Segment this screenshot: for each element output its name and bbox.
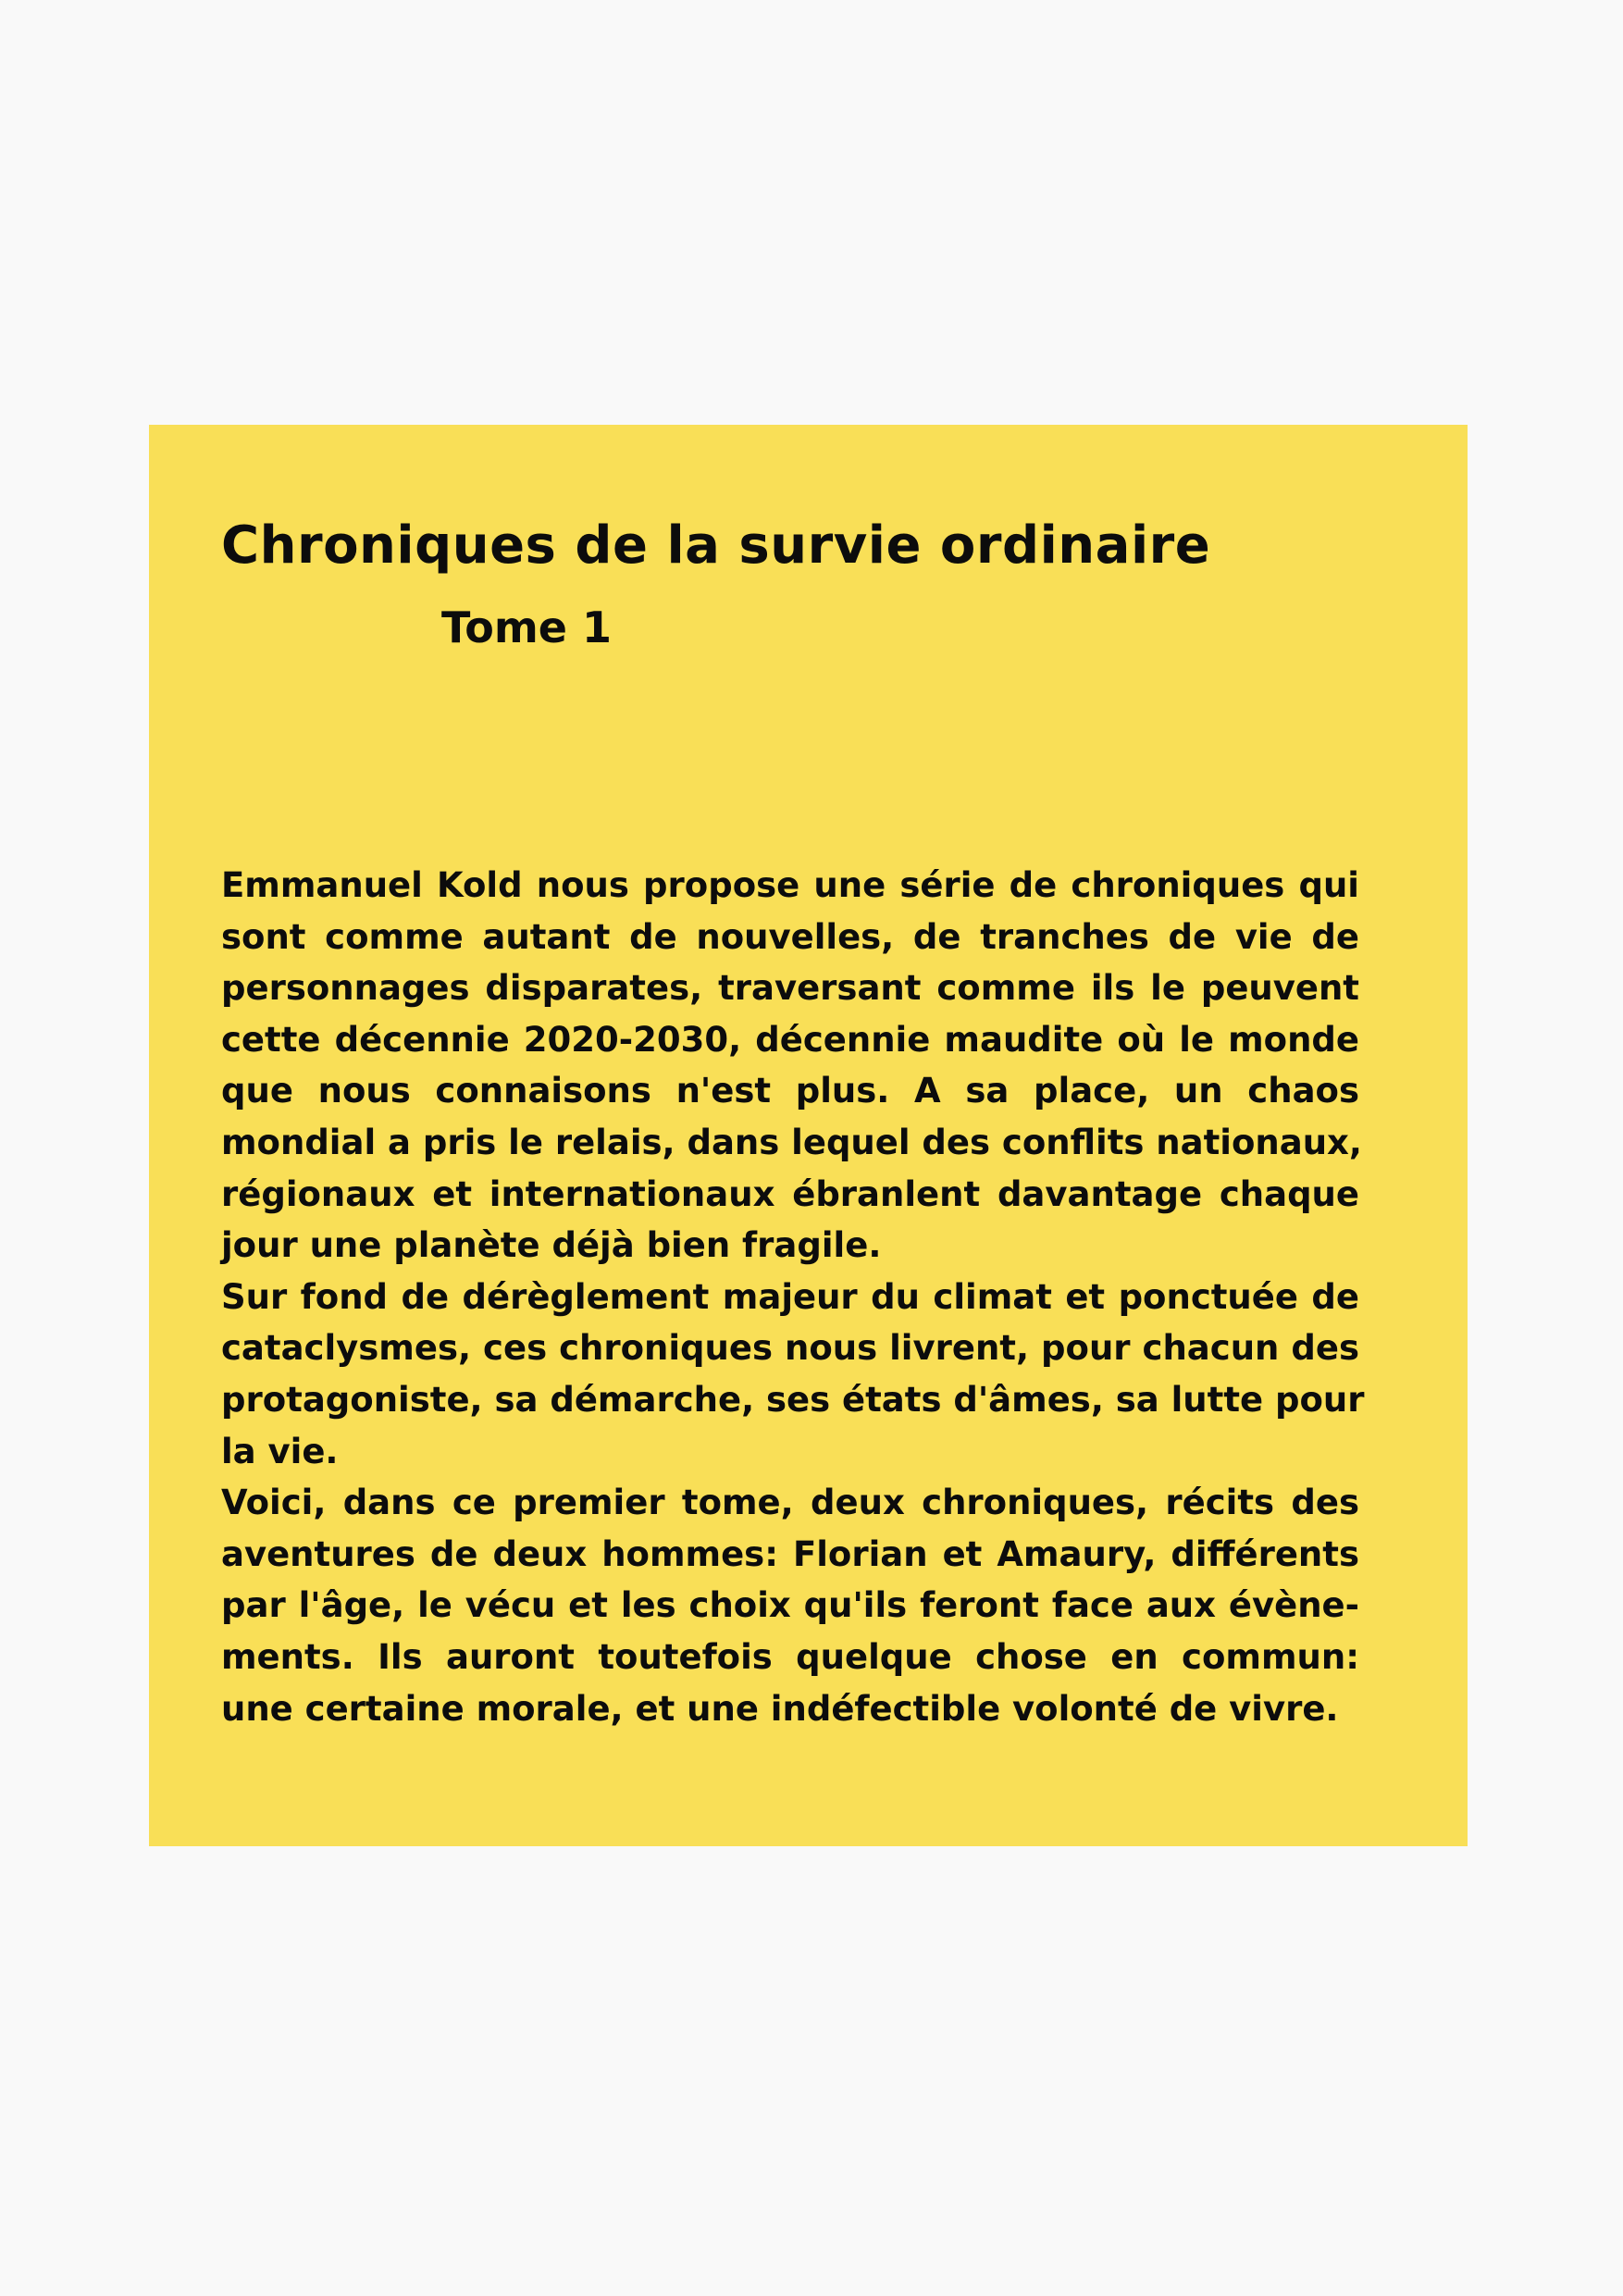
blurb-text [221,860,1365,1734]
blurb-line: ments. Ils auront toutefois quelque chose en commun: [221,1636,1359,1677]
blurb-line: cette décennie 2020-2030, décennie maudite où le monde [221,1019,1359,1060]
blurb-line: sont comme autant de nouvelles, de tranches de vie de [221,916,1359,957]
blurb-line: personnages disparates, traversant comme ils le peuvent [221,968,1359,1009]
blurb-line: protagoniste, sa démarche, ses états d'âmes, sa lutte pour [221,1379,1365,1420]
blurb-line: jour une planète déjà bien fragile. [221,1225,882,1266]
volume-subtitle: Tome 1 [441,602,613,652]
blurb-line: Emmanuel Kold nous propose une série de chroniques qui [221,865,1359,905]
book-title: Chroniques de la survie ordinaire [221,515,1211,576]
blurb-line: que nous connaisons n'est plus. A sa place, un chaos [221,1071,1359,1111]
blurb-line: Voici, dans ce premier tome, deux chroniques, récits des [221,1483,1359,1523]
blurb-line: Sur fond de dérèglement majeur du climat et ponctuée de [221,1276,1359,1317]
blurb-line: cataclysmes, ces chroniques nous livrent, pour chacun des [221,1328,1359,1369]
blurb-line: régionaux et internationaux ébranlent davantage chaque [221,1173,1359,1214]
blurb-line: la vie. [221,1431,339,1471]
blurb-line: aventures de deux hommes: Florian et Amaury, différents [221,1533,1359,1574]
cover-panel [149,425,1468,1846]
blurb-line: une certaine morale, et une indéfectible volonté de vivre. [221,1688,1339,1729]
blurb-line: par l'âge, le vécu et les choix qu'ils feront face aux évène- [221,1585,1359,1626]
blurb-line: mondial a pris le relais, dans lequel des conflits nationaux, [221,1122,1362,1162]
